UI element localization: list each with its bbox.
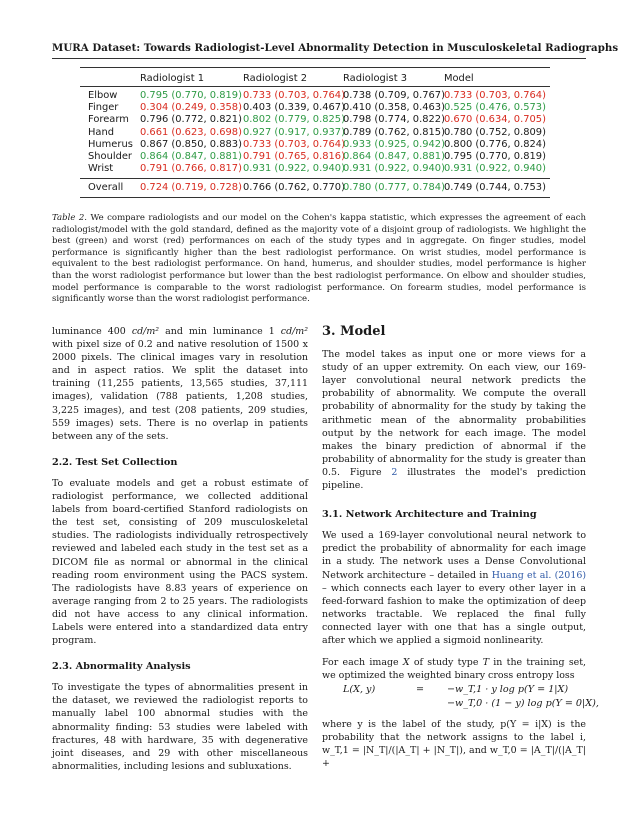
table-overall-cell: 0.749 (0.744, 0.753)	[444, 182, 546, 193]
unit-cd-per-m2: cd/m²	[131, 326, 160, 337]
unit-cd-per-m2-second: cd/m²	[280, 326, 309, 337]
equation-line-1: −w_T,1 · y log p(Y = 1|X)	[447, 684, 569, 695]
table-overall-cell: 0.766 (0.762, 0.770)	[243, 182, 345, 193]
table-row-label: Humerus	[88, 138, 133, 150]
kappa-table	[80, 67, 550, 203]
table-top-rule	[80, 67, 550, 68]
right-paragraph-2	[322, 529, 586, 647]
table-cell: 0.931 (0.922, 0.940)	[243, 163, 345, 175]
table-cell: 0.304 (0.249, 0.358)	[140, 102, 242, 114]
table-cell: 0.798 (0.774, 0.822)	[343, 114, 445, 126]
table-caption	[52, 213, 586, 306]
table-cell: 0.738 (0.709, 0.767)	[343, 90, 445, 101]
left-paragraph-1-mid: and min luminance 1	[165, 326, 275, 337]
table-cell: 0.403 (0.339, 0.467)	[243, 102, 345, 114]
right-paragraph-3-end: in the training set, we optimized the weighted binary cross entropy loss	[322, 657, 587, 682]
table-overall-cell: 0.724 (0.719, 0.728)	[140, 182, 242, 193]
table-overall-cell: 0.780 (0.777, 0.784)	[343, 182, 445, 193]
table-cell: 0.802 (0.779, 0.825)	[243, 114, 345, 126]
table-row-label: Finger	[88, 102, 119, 114]
table-overall-label: Overall	[88, 182, 124, 193]
left-paragraph-1	[52, 325, 308, 443]
caption-label: Table 2.	[52, 213, 88, 223]
right-paragraph-1	[322, 348, 586, 492]
table-cell: 0.733 (0.703, 0.764)	[444, 90, 546, 101]
table-row-label: Hand	[88, 126, 115, 138]
right-paragraph-1-start: The model takes as input one or more views for a study of an upper extremity. On each view, our 169-layer convolutional neural network predicts the probability of abnormality. We compute the overall probability of abnormality for the study by taking the arithmetic mean of the abnormality probabilities output by the network for each image. The model makes the binary prediction of abnormal if the probability of abnormality for the study is greater than 0.5. Figure	[322, 349, 586, 478]
section-2-3-heading: 2.3. Abnormality Analysis	[52, 661, 191, 673]
table-cell: 0.795 (0.770, 0.819)	[444, 151, 546, 162]
table-cell: 0.867 (0.850, 0.883)	[140, 138, 242, 150]
running-head: MURA Dataset: Towards Radiologist-Level Abnormality Detection in Musculoskeletal Radiographs	[52, 42, 619, 54]
right-paragraph-3-start: For each image	[322, 657, 399, 669]
right-paragraph-2-end: – which connects each layer to every other layer in a feed-forward fashion to make the optimization of deep networks tractable. We replaced the final fully connected layer with one that has a single output, after which we applied a sigmoid nonlinearity.	[322, 582, 586, 646]
table-cell: 0.410 (0.358, 0.463)	[343, 102, 445, 114]
table-cell: 0.795 (0.770, 0.819)	[140, 90, 242, 101]
right-paragraph-2-start: We used a 169-layer convolutional neural network to predict the probability of abnormality for each image in a study. The network uses a Dense Convolutional Network architecture – detailed in	[322, 530, 586, 581]
left-paragraph-2: To evaluate models and get a robust estimate of radiologist performance, we collected additional labels from board-certified Stanford radiologists on the test set, consisting of 209 musculoskeletal studies. The radiologists individually retrospectively reviewed and labeled each study in the test set as a DICOM file as normal or abnormal in the clinical reading room environment using the PACS system. The radiologists have 8.83 years of experience on average ranging from 2 to 25 years. The radiologists did not have access to any clinical information. Labels were entered into a standardized data entry program.	[52, 477, 308, 647]
table-cell: 0.661 (0.623, 0.698)	[140, 126, 242, 138]
section-3-heading: 3. Model	[322, 324, 386, 339]
table-cell: 0.780 (0.752, 0.809)	[444, 126, 546, 138]
table-header-model: Model	[444, 73, 474, 84]
table-cell: 0.791 (0.766, 0.817)	[140, 163, 242, 175]
table-row-label: Shoulder	[88, 151, 132, 162]
right-paragraph-3-mid: of study type	[413, 657, 479, 669]
table-cell: 0.864 (0.847, 0.881)	[140, 151, 242, 162]
table-cell: 0.733 (0.703, 0.764)	[243, 138, 345, 150]
table-cell: 0.733 (0.703, 0.764)	[243, 90, 345, 101]
table-header-radiologist-2: Radiologist 2	[243, 73, 307, 84]
right-paragraph-1-end: illustrates the model's prediction pipeline.	[322, 466, 587, 492]
var-T: T	[482, 657, 489, 669]
section-2-2-heading: 2.2. Test Set Collection	[52, 456, 178, 468]
right-paragraph-3	[322, 656, 586, 682]
section-3-1-heading: 3.1. Network Architecture and Training	[322, 509, 537, 521]
table-row-label: Wrist	[88, 163, 114, 175]
left-column	[52, 325, 308, 773]
equation-line-2: −w_T,0 · (1 − y) log p(Y = 0|X),	[447, 698, 599, 709]
citation-year-link[interactable]: (2016)	[554, 569, 587, 581]
var-X: X	[402, 657, 410, 669]
table-cell: 0.931 (0.922, 0.940)	[343, 163, 445, 175]
table-cell: 0.931 (0.922, 0.940)	[444, 163, 546, 175]
table-cell: 0.796 (0.772, 0.821)	[140, 114, 242, 126]
table-bottom-rule	[80, 197, 550, 198]
left-paragraph-3: To investigate the types of abnormalities present in the dataset, we reviewed the radiologist reports to manually label 100 abnormal studies with the abnormality finding: 53 studies were labeled with fractures, 48 with hardware, 35 with degenerative joint diseases, and 29 with other miscellaneous abnormalities, including lesions and subluxations.	[52, 682, 308, 772]
equation-lhs: L(X, y)	[343, 684, 376, 695]
table-cell: 0.864 (0.847, 0.881)	[343, 151, 445, 162]
table-row-label: Forearm	[88, 114, 129, 126]
table-cell: 0.933 (0.925, 0.942)	[343, 138, 445, 150]
running-head-rule	[52, 58, 586, 59]
table-cell: 0.800 (0.776, 0.824)	[444, 138, 546, 150]
table-cell: 0.670 (0.634, 0.705)	[444, 114, 546, 126]
right-column	[322, 325, 586, 682]
equation-equals: =	[416, 684, 425, 695]
right-paragraph-4: where y is the label of the study, p(Y = i|X) is the probability that the network assigns to the label i, w_T,1 = |N_T|/(|A_T| + |N_T|), and w_T,0 = |A_T|/(|A_T| +	[322, 719, 586, 770]
citation-huang-link[interactable]: Huang et al.	[491, 569, 552, 581]
figure-2-link[interactable]: 2	[391, 466, 398, 478]
left-paragraph-1-start: luminance 400	[52, 326, 126, 337]
table-header-rule	[80, 86, 550, 87]
right-paragraph-4-block	[322, 718, 586, 770]
table-cell: 0.525 (0.476, 0.573)	[444, 102, 546, 114]
table-overall-rule	[80, 178, 550, 179]
caption-text: We compare radiologists and our model on the Cohen's kappa statistic, which expresses the agreement of each radiologist/model with the gold standard, defined as the majority vote of a disjoint group of radiologists. We highlight the best (green) and worst (red) performances on each of the study types and in aggregate. On finger studies, model performance is significantly higher than the best radiologist performance. On wrist studies, model performance is equivalent to the best radiologist performance. On hand, humerus, and shoulder studies, model performance is higher than the worst radiologist performance but lower than the best radiologist performance. On elbow and shoulder studies, model performance is comparable to the worst radiologist performance. On forearm studies, model performance is significantly worse than the worst radiologist performance.	[52, 213, 586, 305]
table-header-radiologist-1: Radiologist 1	[140, 73, 204, 84]
table-header-radiologist-3: Radiologist 3	[343, 73, 407, 84]
table-cell: 0.791 (0.765, 0.816)	[243, 151, 345, 162]
table-cell: 0.927 (0.917, 0.937)	[243, 126, 345, 138]
table-cell: 0.789 (0.762, 0.815)	[343, 126, 445, 138]
left-paragraph-1-rest: with pixel size of 0.2 and native resolution of 1500 x 2000 pixels. The clinical images vary in resolution and in aspect ratios. We split the dataset into training (11,255 patients, 13,565 studies, 37,111 images), validation (788 patients, 1,208 studies, 3,225 images), and test (208 patients, 209 studies, 559 images) sets. There is no overlap in patients between any of the sets.	[52, 339, 308, 442]
table-row-label: Elbow	[88, 90, 118, 101]
